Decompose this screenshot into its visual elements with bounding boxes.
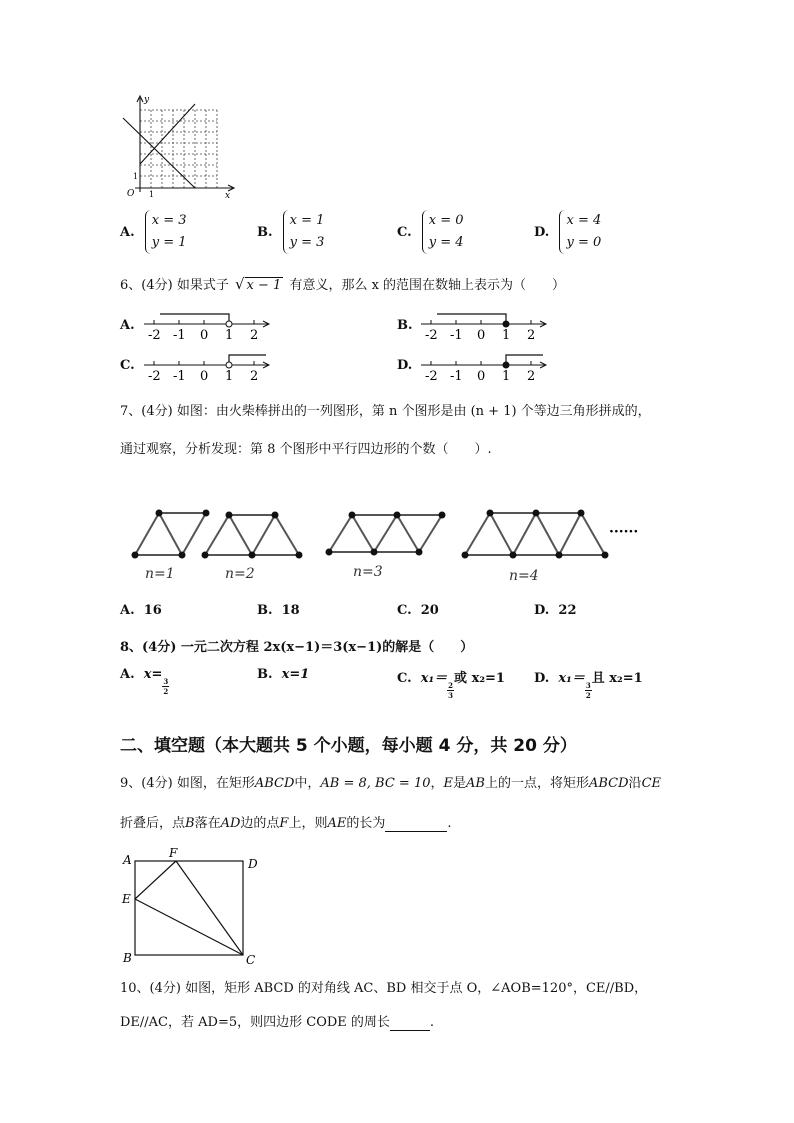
tick-label: -2 [148, 369, 161, 384]
text: 上的一点，将矩形 [484, 776, 589, 791]
text: 中， [294, 776, 321, 791]
option-letter: A. [120, 603, 135, 618]
equation-system [283, 210, 325, 254]
radicand: x − 1 [246, 278, 282, 293]
tick-label: -1 [173, 328, 186, 343]
fraction-num: 3 [163, 677, 169, 686]
tick-label: 1 [225, 369, 234, 384]
q8-option-b[interactable] [257, 667, 309, 682]
section-heading: 二、填空题（本大题共 5 个小题，每小题 4 分，共 20 分） [120, 736, 577, 756]
x-axis-label: x [225, 191, 231, 200]
option-letter: C. [397, 671, 412, 686]
option-value: 20 [420, 603, 439, 618]
option-letter: B. [257, 224, 273, 240]
number-line-a [140, 304, 275, 344]
q6-option-d[interactable] [397, 358, 418, 373]
text: 边的点 [240, 816, 280, 831]
figure-label-n1: n=1 [145, 566, 175, 582]
text: 沿 [628, 776, 642, 791]
fraction-num: 2 [448, 681, 454, 690]
text: 落在 [194, 816, 221, 831]
tick-label: 0 [200, 369, 209, 384]
tick-label: 0 [477, 328, 486, 343]
option-post: 且 x₂=1 [591, 671, 643, 686]
text: 折叠后，点 [120, 816, 186, 831]
math: AE [327, 816, 347, 831]
x-tick-label: 1 [149, 190, 155, 199]
number-line-c [140, 345, 275, 385]
text: DE//AC，若 AD=5，则四边形 CODE 的周长 [120, 1015, 390, 1030]
text: ， [430, 776, 444, 791]
option-letter: A. [120, 667, 135, 682]
fraction-num: 3 [585, 681, 591, 690]
q5-option-d[interactable] [534, 210, 601, 254]
equation-system [422, 210, 464, 254]
point-label-a: A [123, 853, 132, 867]
fraction [162, 677, 169, 696]
tick-label: -2 [425, 369, 438, 384]
q6-option-c[interactable] [120, 358, 141, 373]
tick-label: 2 [527, 369, 536, 384]
option-post: 或 x₂=1 [454, 671, 505, 686]
q6-prefix: 6、(4分) 如果式子 [120, 278, 229, 293]
q6-stem [120, 274, 565, 293]
eq-line: x = 3 [151, 213, 187, 228]
q5-option-a[interactable] [120, 210, 187, 254]
figure-label-n2: n=2 [225, 566, 255, 582]
text: 9、(4分) 如图，在矩形 [120, 776, 255, 791]
option-letter: C. [397, 603, 412, 618]
q7-option-b[interactable] [257, 603, 300, 618]
tick-label: 2 [250, 369, 259, 384]
option-letter: D. [534, 603, 550, 618]
q6-suffix: 有意义，那么 x 的范围在数轴上表示为（ ） [289, 278, 566, 293]
q5-option-b[interactable] [257, 210, 324, 254]
answer-blank[interactable] [390, 1015, 430, 1031]
q8-option-d[interactable] [534, 667, 643, 700]
q8-option-a[interactable] [120, 667, 169, 696]
figure-label-n3: n=3 [353, 564, 383, 580]
tick-label: 1 [502, 369, 511, 384]
tick-label: 2 [527, 328, 536, 343]
option-value: 18 [281, 603, 300, 618]
math: AB [466, 776, 485, 791]
q7-matchstick-figure [125, 498, 655, 588]
eq-line: y = 0 [566, 235, 602, 250]
text: 是 [453, 776, 467, 791]
q5-coordinate-graph [115, 92, 240, 200]
tick-label: 0 [200, 328, 209, 343]
text: . [447, 816, 452, 831]
option-pre: x= [143, 667, 163, 682]
option-letter: A. [120, 224, 135, 240]
option-letter: B. [257, 667, 273, 682]
tick-label: -1 [450, 369, 463, 384]
math: AB = 8, BC = 10 [320, 776, 431, 791]
q5-option-c[interactable] [397, 210, 464, 254]
eq-line: y = 4 [428, 235, 464, 250]
q10-stem-line2 [120, 1011, 434, 1031]
q6-option-b[interactable] [397, 318, 419, 333]
point-label-b: B [123, 951, 132, 965]
equation-system [559, 210, 601, 254]
q7-option-d[interactable] [534, 603, 577, 618]
math: B [185, 816, 195, 831]
number-line-d [417, 345, 552, 385]
equation-system [145, 210, 187, 254]
option-letter: D. [397, 358, 413, 373]
option-letter: B. [257, 603, 273, 618]
tick-label: 1 [502, 328, 511, 343]
math: AD [220, 816, 241, 831]
q8-option-c[interactable] [397, 667, 505, 700]
tick-label: 2 [250, 328, 259, 343]
option-letter: D. [534, 224, 550, 240]
tick-label: 0 [477, 369, 486, 384]
math: CE [641, 776, 661, 791]
fraction [585, 681, 592, 700]
option-letter: C. [397, 224, 412, 240]
point-label-c: C [246, 953, 256, 967]
figure-label-n4: n=4 [509, 568, 539, 584]
sqrt-expression: √ x − 1 [234, 275, 282, 293]
option-pre: x₁＝ [558, 671, 585, 686]
tick-label: 1 [225, 328, 234, 343]
option-pre: x=1 [281, 667, 310, 682]
q10-stem-line1: 10、(4分) 如图，矩形 ABCD 的对角线 AC、BD 相交于点 O，∠AOB=120°，CE//BD， [120, 981, 648, 996]
math: ABCD [254, 776, 295, 791]
point-label-d: D [248, 857, 258, 871]
q6-option-a[interactable] [120, 318, 141, 333]
number-line-b [417, 304, 552, 344]
tick-label: -1 [450, 328, 463, 343]
option-letter: D. [534, 671, 550, 686]
math: F [279, 816, 289, 831]
eq-line: y = 1 [151, 235, 187, 250]
point-label-e: E [122, 892, 131, 906]
ellipsis: ······ [609, 524, 639, 540]
math: E [443, 776, 453, 791]
text: . [429, 1015, 435, 1030]
text: 的长为 [346, 816, 386, 831]
q9-rectangle-figure [118, 846, 268, 971]
q8-stem: 8、(4分) 一元二次方程 2x(x−1)＝3(x−1)的解是（ ） [120, 640, 474, 655]
q7-stem-line2: 通过观察，分析发现：第 8 个图形中平行四边形的个数（ ）. [120, 442, 492, 457]
math: ABCD [588, 776, 629, 791]
eq-line: x = 1 [289, 213, 325, 228]
option-letter: A. [120, 318, 135, 333]
text: 上，则 [288, 816, 328, 831]
option-value: 22 [558, 603, 577, 618]
eq-line: y = 3 [289, 235, 325, 250]
q7-option-a[interactable] [120, 603, 162, 618]
q9-stem-line1 [120, 772, 661, 791]
option-letter: B. [397, 318, 413, 333]
q7-option-c[interactable] [397, 603, 439, 618]
q9-stem-line2 [120, 812, 452, 832]
option-letter: C. [120, 358, 135, 373]
y-tick-label: 1 [133, 172, 139, 181]
eq-line: x = 4 [566, 213, 602, 228]
y-axis-label: y [144, 95, 150, 105]
fraction-den: 2 [163, 687, 169, 696]
fraction-den: 3 [448, 691, 454, 700]
option-value: 16 [143, 603, 162, 618]
q7-stem-line1: 7、(4分) 如图：由火柴棒拼出的一列图形，第 n 个图形是由 (n + 1) 个等边三角形拼成的， [120, 404, 651, 419]
tick-label: -2 [425, 328, 438, 343]
answer-blank[interactable] [385, 816, 447, 832]
point-label-f: F [169, 846, 178, 860]
fraction-den: 2 [585, 691, 591, 700]
tick-label: -2 [148, 328, 161, 343]
eq-line: x = 0 [428, 213, 464, 228]
tick-label: -1 [173, 369, 186, 384]
origin-label: O [127, 189, 135, 199]
option-pre: x₁＝ [420, 671, 448, 686]
